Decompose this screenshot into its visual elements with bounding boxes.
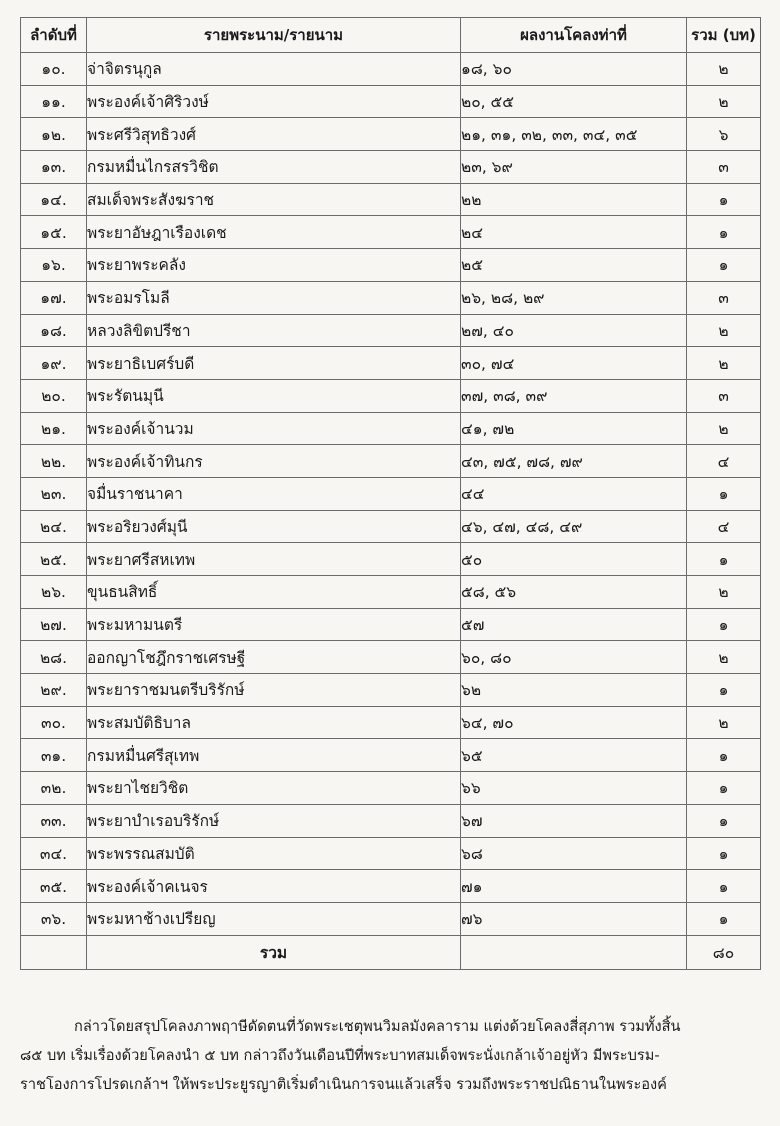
row-total: ๑ xyxy=(687,183,761,216)
row-works: ๒๐, ๕๕ xyxy=(461,85,687,118)
row-name: พระยาไชยวิชิต xyxy=(87,772,461,805)
row-name: ออกญาโชฎึกราชเศรษฐี xyxy=(87,641,461,674)
row-name: พระยาศรีสหเทพ xyxy=(87,543,461,576)
row-total: ๓ xyxy=(687,379,761,412)
row-works: ๖๐, ๘๐ xyxy=(461,641,687,674)
row-works: ๔๔ xyxy=(461,477,687,510)
table-row xyxy=(21,706,761,739)
row-works: ๖๘ xyxy=(461,837,687,870)
row-order: ๓๐. xyxy=(21,706,87,739)
table-row xyxy=(21,53,761,86)
table-row xyxy=(21,281,761,314)
row-name: พระพรรณสมบัติ xyxy=(87,837,461,870)
sum-empty-cell xyxy=(461,935,687,969)
row-total: ๖ xyxy=(687,118,761,151)
row-total: ๑ xyxy=(687,477,761,510)
header-works: ผลงานโคลงท่าที่ xyxy=(461,18,687,53)
row-total: ๑ xyxy=(687,870,761,903)
row-works: ๔๑, ๗๒ xyxy=(461,412,687,445)
row-works: ๖๗ xyxy=(461,804,687,837)
row-order: ๓๓. xyxy=(21,804,87,837)
table-row xyxy=(21,85,761,118)
row-total: ๒ xyxy=(687,641,761,674)
table-row xyxy=(21,772,761,805)
row-order: ๑๖. xyxy=(21,249,87,282)
row-order: ๑๗. xyxy=(21,281,87,314)
row-works: ๒๕ xyxy=(461,249,687,282)
row-works: ๗๖ xyxy=(461,902,687,935)
row-name: พระมหาช้างเปรียญ xyxy=(87,902,461,935)
row-order: ๑๔. xyxy=(21,183,87,216)
table-row xyxy=(21,804,761,837)
row-works: ๔๓, ๗๕, ๗๘, ๗๙ xyxy=(461,445,687,478)
row-name: พระองค์เจ้าคเนจร xyxy=(87,870,461,903)
row-order: ๓๔. xyxy=(21,837,87,870)
row-works: ๓๗, ๓๘, ๓๙ xyxy=(461,379,687,412)
table-sum-row xyxy=(21,935,761,969)
row-total: ๔ xyxy=(687,510,761,543)
row-total: ๒ xyxy=(687,85,761,118)
row-total: ๒ xyxy=(687,412,761,445)
row-name: จ่าจิตรนุกูล xyxy=(87,53,461,86)
row-name: พระอริยวงศ์มุนี xyxy=(87,510,461,543)
summary-paragraph xyxy=(20,1012,760,1099)
row-total: ๑ xyxy=(687,902,761,935)
row-name: พระยาพระคลัง xyxy=(87,249,461,282)
row-name: กรมหมื่นศรีสุเทพ xyxy=(87,739,461,772)
row-works: ๑๘, ๖๐ xyxy=(461,53,687,86)
row-name: กรมหมื่นไกรสรวิชิต xyxy=(87,151,461,184)
row-total: ๑ xyxy=(687,837,761,870)
row-works: ๗๑ xyxy=(461,870,687,903)
row-order: ๑๕. xyxy=(21,216,87,249)
paragraph-line-text: กล่าวโดยสรุปโคลงภาพฤาษีดัดตนที่วัดพระเชตุพนวิมลมังคลาราม แต่งด้วยโคลงสี่สุภาพ รวมทั้งสิ้น xyxy=(74,1018,681,1035)
table-row xyxy=(21,347,761,380)
table-row xyxy=(21,641,761,674)
row-order: ๒๖. xyxy=(21,576,87,609)
table-row xyxy=(21,902,761,935)
row-order: ๓๕. xyxy=(21,870,87,903)
row-works: ๕๗ xyxy=(461,608,687,641)
paragraph-line xyxy=(20,1012,760,1041)
row-total: ๒ xyxy=(687,53,761,86)
row-order: ๑๓. xyxy=(21,151,87,184)
row-total: ๒ xyxy=(687,314,761,347)
row-order: ๑๐. xyxy=(21,53,87,86)
row-name: พระยาราชมนตรีบริรักษ์ xyxy=(87,674,461,707)
row-works: ๒๑, ๓๑, ๓๒, ๓๓, ๓๔, ๓๕ xyxy=(461,118,687,151)
row-order: ๒๗. xyxy=(21,608,87,641)
row-total: ๑ xyxy=(687,772,761,805)
paragraph-line: ๘๕ บท เริ่มเรื่องด้วยโคลงนำ ๕ บท กล่าวถึงวันเดือนปีที่พระบาทสมเด็จพระนั่งเกล้าเจ้าอยู่หัว มีพระบรม- xyxy=(20,1047,660,1064)
row-total: ๓ xyxy=(687,151,761,184)
row-order: ๒๐. xyxy=(21,379,87,412)
row-name: ขุนธนสิทธิ์ xyxy=(87,576,461,609)
table-row xyxy=(21,379,761,412)
sum-total: ๘๐ xyxy=(687,935,761,969)
row-name: พระยาอัษฎาเรืองเดช xyxy=(87,216,461,249)
table-row xyxy=(21,543,761,576)
table-row xyxy=(21,412,761,445)
row-works: ๖๖ xyxy=(461,772,687,805)
row-total: ๑ xyxy=(687,249,761,282)
row-works: ๖๒ xyxy=(461,674,687,707)
row-total: ๒ xyxy=(687,576,761,609)
row-order: ๒๑. xyxy=(21,412,87,445)
header-total: รวม (บท) xyxy=(687,18,761,53)
row-name: พระรัตนมุนี xyxy=(87,379,461,412)
row-name: พระองค์เจ้าทินกร xyxy=(87,445,461,478)
row-order: ๑๑. xyxy=(21,85,87,118)
table-row xyxy=(21,510,761,543)
row-name: พระยาธิเบศร์บดี xyxy=(87,347,461,380)
row-name: พระอมรโมลี xyxy=(87,281,461,314)
table-row xyxy=(21,183,761,216)
row-total: ๑ xyxy=(687,804,761,837)
row-name: หลวงลิขิตปรีชา xyxy=(87,314,461,347)
row-name: สมเด็จพระสังฆราช xyxy=(87,183,461,216)
sum-empty-cell xyxy=(21,935,87,969)
table-row xyxy=(21,576,761,609)
header-name: รายพระนาม/รายนาม xyxy=(87,18,461,53)
row-total: ๑ xyxy=(687,216,761,249)
table-row xyxy=(21,608,761,641)
row-name: จมื่นราชนาคา xyxy=(87,477,461,510)
table-row xyxy=(21,314,761,347)
row-order: ๒๒. xyxy=(21,445,87,478)
row-works: ๖๕ xyxy=(461,739,687,772)
table-row xyxy=(21,216,761,249)
table-row xyxy=(21,118,761,151)
row-order: ๑๘. xyxy=(21,314,87,347)
row-order: ๒๓. xyxy=(21,477,87,510)
row-works: ๒๖, ๒๘, ๒๙ xyxy=(461,281,687,314)
table-row xyxy=(21,739,761,772)
row-works: ๓๐, ๗๔ xyxy=(461,347,687,380)
paragraph-line: ราชโองการโปรดเกล้าฯ ให้พระประยูรญาติเริ่มดำเนินการจนแล้วเสร็จ รวมถึงพระราชปณิธานในพระองค์ xyxy=(20,1076,667,1093)
table-row xyxy=(21,445,761,478)
row-order: ๒๘. xyxy=(21,641,87,674)
row-name: พระมหามนตรี xyxy=(87,608,461,641)
row-order: ๒๙. xyxy=(21,674,87,707)
row-total: ๔ xyxy=(687,445,761,478)
row-works: ๒๓, ๖๙ xyxy=(461,151,687,184)
row-total: ๒ xyxy=(687,347,761,380)
table-row xyxy=(21,249,761,282)
row-order: ๓๒. xyxy=(21,772,87,805)
row-works: ๔๖, ๔๗, ๔๘, ๔๙ xyxy=(461,510,687,543)
row-works: ๒๗, ๔๐ xyxy=(461,314,687,347)
table-row xyxy=(21,477,761,510)
table-row xyxy=(21,870,761,903)
table-row xyxy=(21,837,761,870)
row-total: ๓ xyxy=(687,281,761,314)
row-order: ๒๕. xyxy=(21,543,87,576)
row-works: ๒๒ xyxy=(461,183,687,216)
row-name: พระองค์เจ้าศิริวงษ์ xyxy=(87,85,461,118)
row-order: ๑๙. xyxy=(21,347,87,380)
table-body xyxy=(21,53,761,936)
row-name: พระศรีวิสุทธิวงศ์ xyxy=(87,118,461,151)
row-total: ๑ xyxy=(687,739,761,772)
header-order: ลำดับที่ xyxy=(21,18,87,53)
row-works: ๖๔, ๗๐ xyxy=(461,706,687,739)
row-name: พระยาบำเรอบริรักษ์ xyxy=(87,804,461,837)
row-total: ๒ xyxy=(687,706,761,739)
row-works: ๕๐ xyxy=(461,543,687,576)
row-name: พระสมบัติธิบาล xyxy=(87,706,461,739)
row-total: ๑ xyxy=(687,543,761,576)
row-name: พระองค์เจ้านวม xyxy=(87,412,461,445)
row-works: ๕๘, ๕๖ xyxy=(461,576,687,609)
sum-label: รวม xyxy=(87,935,461,969)
authors-table xyxy=(20,17,761,970)
row-order: ๓๑. xyxy=(21,739,87,772)
table-row xyxy=(21,674,761,707)
row-total: ๑ xyxy=(687,608,761,641)
row-order: ๒๔. xyxy=(21,510,87,543)
table-header-row xyxy=(21,18,761,53)
row-order: ๓๖. xyxy=(21,902,87,935)
row-total: ๑ xyxy=(687,674,761,707)
row-order: ๑๒. xyxy=(21,118,87,151)
table-row xyxy=(21,151,761,184)
row-works: ๒๔ xyxy=(461,216,687,249)
